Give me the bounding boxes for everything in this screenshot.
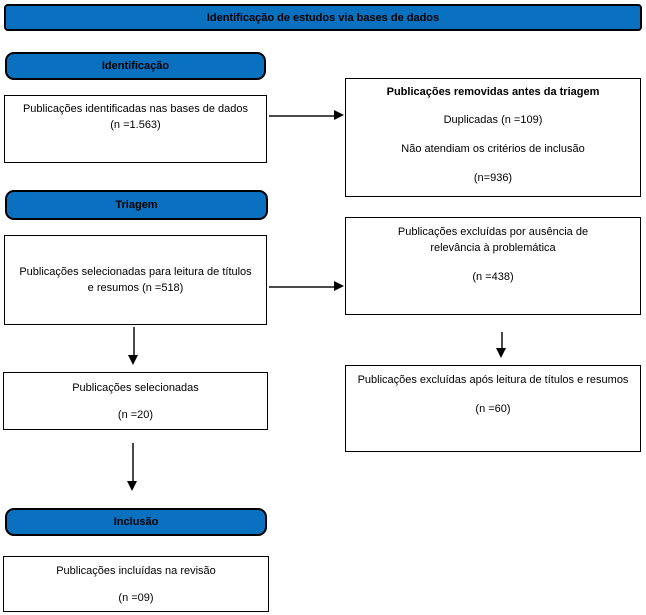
box-removed-heading: Publicações removidas antes da triagem (386, 86, 600, 98)
stage-label-inclusion-text: Inclusão (113, 516, 159, 528)
stage-label-screening-text: Triagem (115, 199, 158, 211)
box-identified-publications (4, 95, 267, 163)
box-excluded-after-reading-count: (n =60) (475, 403, 511, 415)
box-excluded-relevance-text: Publicações excluídas por ausência de relevância à problemática (397, 226, 589, 254)
stage-label-inclusion (5, 508, 267, 536)
title-banner-label: Identificação de estudos via bases de dados (206, 11, 440, 24)
box-included-publications (3, 556, 269, 612)
box-removed-item-duplicates: Duplicadas (n =109) (443, 114, 543, 126)
box-selected-publications-text: Publicações selecionadas (72, 381, 199, 394)
stage-label-identification-text: Identificação (101, 60, 170, 72)
box-screened-publications-text: Publicações selecionadas para leitura de títulos e resumos (n =518) (19, 266, 252, 294)
arrow-head-down-icon (127, 481, 137, 491)
box-included-publications-text: Publicações incluídas na revisão (56, 564, 216, 577)
box-selected-publications-count: (n =20) (117, 408, 154, 421)
box-included-publications-count: (n =09) (118, 591, 154, 604)
arrow-line (501, 332, 503, 349)
box-removed-before-screening (345, 78, 641, 197)
arrow-line (269, 286, 336, 288)
arrow-line (133, 327, 135, 356)
box-excluded-relevance (345, 217, 641, 315)
title-banner (4, 4, 642, 31)
arrow-line (132, 443, 134, 482)
box-excluded-relevance-count: (n =438) (472, 271, 514, 283)
arrow-head-right-icon (334, 110, 344, 120)
box-excluded-after-reading (345, 365, 641, 452)
box-selected-publications (3, 372, 268, 430)
box-screened-publications (4, 235, 267, 325)
box-identified-publications-text: Publicações identificadas nas bases de dados (n =1.563) (22, 103, 249, 131)
arrow-head-down-icon (128, 355, 138, 365)
box-removed-item-count: (n=936) (473, 172, 513, 184)
arrow-head-down-icon (496, 348, 506, 358)
arrow-head-right-icon (334, 281, 344, 291)
stage-label-screening (5, 190, 268, 220)
stage-label-identification (5, 52, 266, 80)
box-excluded-after-reading-text: Publicações excluídas após leitura de títulos e resumos (357, 374, 629, 386)
arrow-line (269, 115, 336, 117)
box-removed-item-criteria: Não atendiam os critérios de inclusão (401, 143, 585, 155)
